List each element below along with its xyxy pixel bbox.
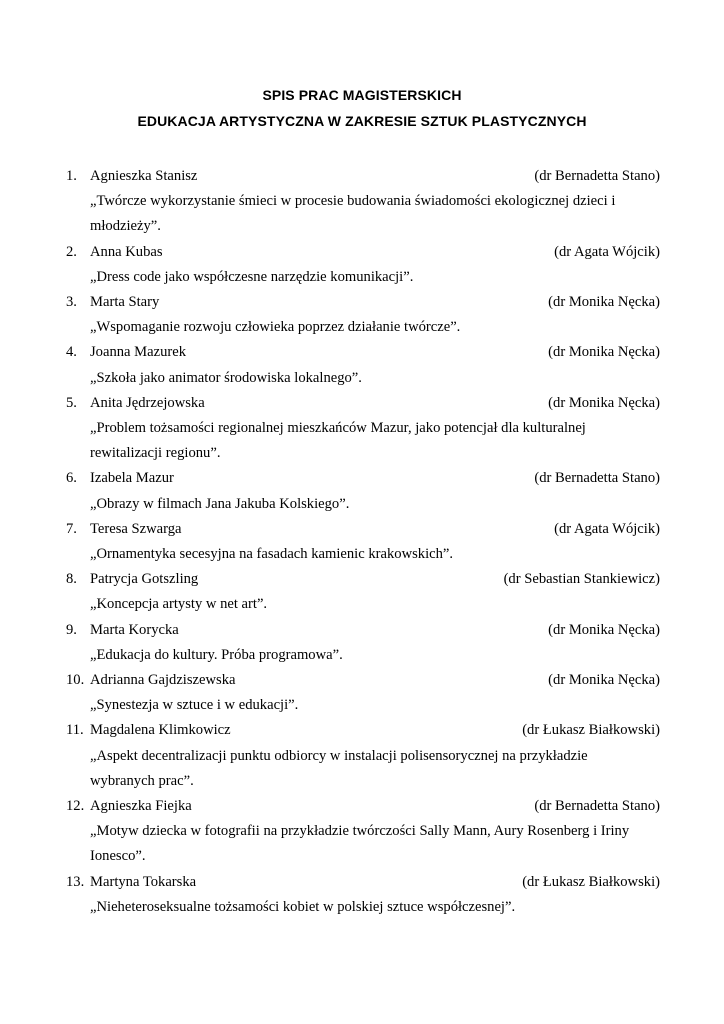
thesis-title: „Szkoła jako animator środowiska lokalnego”.	[90, 369, 362, 386]
author-name: Agnieszka Fiejka	[90, 797, 192, 814]
document-subtitle: EDUKACJA ARTYSTYCZNA W ZAKRESIE SZTUK PLASTYCZNYCH	[137, 113, 587, 129]
entry-header-row	[66, 240, 660, 265]
supervisor-name: (dr Bernadetta Stano)	[534, 797, 660, 814]
entry-header-row	[66, 668, 660, 693]
supervisor-name: (dr Sebastian Stankiewicz)	[503, 571, 660, 588]
thesis-title: „Ornamentyka secesyjna na fasadach kamienic krakowskich”.	[90, 545, 454, 562]
entry-header-row	[66, 466, 660, 491]
supervisor-name: (dr Bernadetta Stano)	[534, 470, 660, 487]
entry-header-row	[66, 391, 660, 416]
entry-number: 2.	[66, 243, 77, 260]
entry-header-row	[66, 718, 660, 743]
supervisor-name: (dr Łukasz Białkowski)	[522, 873, 660, 890]
thesis-title: „Motyw dziecka w fotografii na przykładzie twórczości Sally Mann, Aury Rosenberg i Iriny Ionesco”.	[90, 823, 630, 865]
supervisor-name: (dr Bernadetta Stano)	[534, 168, 660, 184]
entry-header-row	[66, 618, 660, 643]
entry-number: 6.	[66, 470, 77, 487]
author-name: Adrianna Gajdziszewska	[90, 671, 236, 688]
entry-number: 1.	[66, 168, 77, 184]
author-name: Anita Jędrzejowska	[90, 394, 205, 411]
entry-header-row	[66, 290, 660, 315]
thesis-entry	[66, 391, 660, 467]
thesis-entry	[66, 718, 660, 794]
thesis-entry	[66, 240, 660, 290]
entry-number: 3.	[66, 293, 77, 310]
supervisor-name: (dr Łukasz Białkowski)	[522, 722, 660, 739]
supervisor-name: (dr Monika Nęcka)	[548, 344, 660, 361]
thesis-title: „Edukacja do kultury. Próba programowa”.	[90, 646, 343, 663]
supervisor-name: (dr Agata Wójcik)	[554, 243, 660, 260]
entry-header-row	[66, 164, 660, 189]
author-name: Agnieszka Stanisz	[90, 168, 198, 184]
supervisor-name: (dr Monika Nęcka)	[548, 394, 660, 411]
supervisor-name: (dr Monika Nęcka)	[548, 671, 660, 688]
entry-header-row	[66, 567, 660, 592]
thesis-title: „Aspekt decentralizacji punktu odbiorcy w instalacji polisensorycznej na przykładzie wybranych prac”.	[90, 747, 588, 789]
entry-number: 5.	[66, 394, 77, 411]
thesis-title: „Problem tożsamości regionalnej mieszkańców Mazur, jako potencjał dla kulturalnej rewitalizacji regionu”.	[90, 419, 586, 462]
thesis-entry	[66, 567, 660, 617]
thesis-title: „Dress code jako współczesne narzędzie komunikacji”.	[90, 268, 414, 285]
author-name: Marta Stary	[90, 293, 160, 310]
entry-number: 4.	[66, 344, 77, 361]
entry-number: 10.	[66, 671, 85, 688]
thesis-title: „Twórcze wykorzystanie śmieci w procesie budowania świadomości ekologicznej dzieci i młodzieży”.	[90, 193, 616, 235]
thesis-entry	[66, 340, 660, 390]
author-name: Joanna Mazurek	[90, 344, 187, 361]
author-name: Anna Kubas	[90, 243, 163, 260]
entry-header-row	[66, 794, 660, 819]
supervisor-name: (dr Agata Wójcik)	[554, 520, 660, 537]
author-name: Izabela Mazur	[90, 470, 174, 487]
thesis-title: „Wspomaganie rozwoju człowieka poprzez działanie twórcze”.	[90, 319, 461, 336]
author-name: Martyna Tokarska	[90, 873, 197, 890]
entry-number: 13.	[66, 873, 85, 890]
entry-header-row	[66, 340, 660, 365]
thesis-title: „Nieheteroseksualne tożsamości kobiet w polskiej sztuce współczesnej”.	[90, 898, 516, 915]
entry-number: 8.	[66, 571, 77, 588]
thesis-entry	[66, 517, 660, 567]
entry-header-row	[66, 517, 660, 542]
thesis-title: „Koncepcja artysty w net art”.	[90, 596, 268, 613]
entry-number: 12.	[66, 797, 85, 814]
thesis-entry	[66, 794, 660, 870]
supervisor-name: (dr Monika Nęcka)	[548, 293, 660, 310]
author-name: Magdalena Klimkowicz	[90, 722, 231, 739]
author-name: Patrycja Gotszling	[90, 571, 199, 588]
thesis-entry	[66, 290, 660, 340]
entry-header-row	[66, 870, 660, 895]
thesis-list	[66, 164, 660, 920]
document-title: SPIS PRAC MAGISTERSKICH	[262, 87, 462, 103]
supervisor-name: (dr Monika Nęcka)	[548, 621, 660, 638]
thesis-entry	[66, 870, 660, 920]
thesis-entry	[66, 466, 660, 516]
thesis-title: „Synestezja w sztuce i w edukacji”.	[90, 697, 299, 714]
author-name: Teresa Szwarga	[90, 520, 182, 537]
author-name: Marta Korycka	[90, 621, 179, 638]
thesis-title: „Obrazy w filmach Jana Jakuba Kolskiego”.	[90, 495, 350, 512]
thesis-entry	[66, 618, 660, 668]
thesis-entry	[66, 668, 660, 718]
entry-number: 9.	[66, 621, 77, 638]
entry-number: 7.	[66, 520, 77, 537]
thesis-entry	[66, 164, 660, 240]
entry-number: 11.	[66, 722, 84, 739]
